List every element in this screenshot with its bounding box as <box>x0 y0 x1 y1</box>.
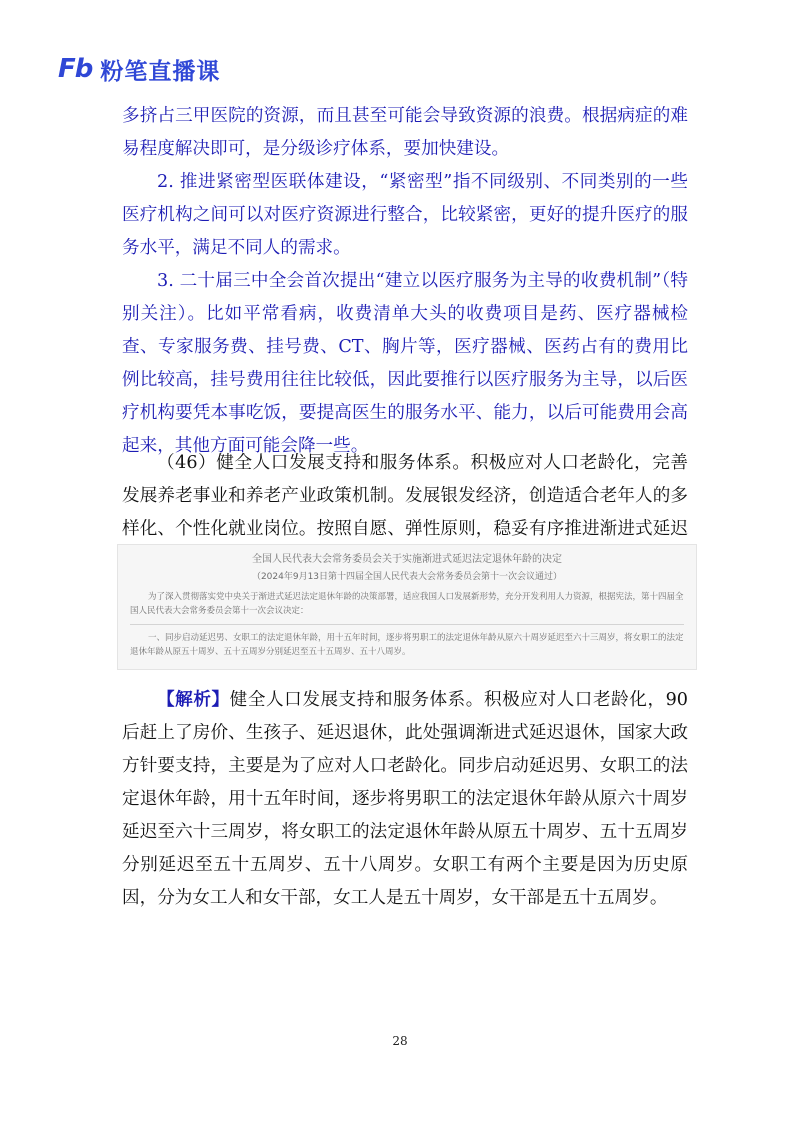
paragraph-4: （46）健全人口发展支持和服务体系。积极应对人口老龄化，完善发展养老事业和养老产业政策机制。发展银发经济，创造适合老年人的多样化、个性化就业岗位。按照自愿、弹性原则，稳妥有序推进渐进式延迟 <box>122 453 688 539</box>
figure-subtitle: （2024年9月13日第十四届全国人民代表大会常务委员会第十一次会议通过） <box>251 572 563 582</box>
logo-mark: Fb <box>58 54 93 84</box>
decision-document-image <box>117 544 697 670</box>
analysis-paragraph <box>122 683 688 915</box>
figure-body: 为了深入贯彻落实党中央关于渐进式延迟法定退休年龄的决策部署，适应我国人口发展新形势，充分开发利用人力资源，根据宪法，第十四届全国人民代表大会常务委员会第十一次会议决定： <box>130 592 684 616</box>
analysis-text: 健全人口发展支持和服务体系。积极应对人口老龄化，90后赶上了房价、生孩子、延迟退休，此处强调渐进式延迟退休，国家大政方针要支持，主要是为了应对人口老龄化。同步启动延迟男、女职工的法定退休年龄，用十五年时间，逐步将男职工的法定退休年龄从原六十周岁延迟至六十三周岁，将女职工的法定退休年龄从原五十周岁、五十五周岁分别延迟至五十五周岁、五十八周岁。女职工有两个主要是因为历史原因，分为女工人和女干部，女工人是五十周岁，女干部是五十五周岁。 <box>122 690 688 908</box>
figure-title: 全国人民代表大会常务委员会关于实施渐进式延迟法定退休年龄的决定 <box>252 554 562 565</box>
brand-logo <box>58 54 220 84</box>
logo-text: 粉笔直播课 <box>100 58 221 85</box>
paragraph-2: 2. 推进紧密型医联体建设，“紧密型”指不同级别、不同类别的一些医疗机构之间可以对医疗资源进行整合，比较紧密，更好的提升医疗的服务水平，满足不同人的需求。 <box>122 172 688 258</box>
figure-item-1: 一、同步启动延迟男、女职工的法定退休年龄，用十五年时间，逐步将男职工的法定退休年龄从原六十周岁延迟至六十三周岁，将女职工的法定退休年龄从原五十周岁、五十五周岁分别延迟至五十五周岁、五十八周岁。 <box>130 633 684 657</box>
page-number: 28 <box>392 1034 408 1048</box>
figure-divider <box>130 624 684 625</box>
paragraph-1: 多挤占三甲医院的资源，而且甚至可能会导致资源的浪费。根据病症的难易程度解决即可，是分级诊疗体系，要加快建设。 <box>122 106 688 159</box>
analysis-label: 【解析】 <box>157 689 230 710</box>
paragraph-3: 3. 二十届三中全会首次提出“建立以医疗服务为主导的收费机制”（特别关注）。比如平常看病，收费清单大头的收费项目是药、医疗器械检查、专家服务费、挂号费、CT、胸片等，医疗器械、医药占有的费用比例比较高，挂号费用往往比较低，因此要推行以医疗服务为主导，以后医疗机构要凭本事吃饭，要提高医生的服务水平、能力，以后可能费用会高起来，其他方面可能会降一些。 <box>122 271 688 456</box>
